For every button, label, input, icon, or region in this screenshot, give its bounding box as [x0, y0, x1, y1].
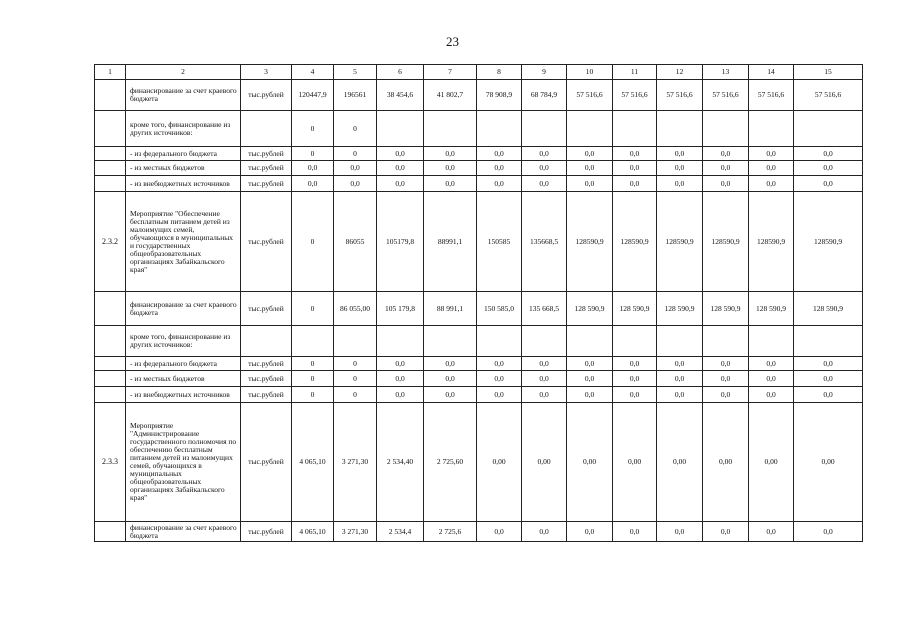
- value-cell: 0,0: [567, 147, 613, 161]
- row-number-cell: 2.3.2: [95, 192, 126, 292]
- value-cell: 0,00: [657, 403, 703, 522]
- row-number-cell: [95, 522, 126, 542]
- value-cell: 0,0: [749, 522, 794, 542]
- value-cell: 128 590,9: [567, 292, 613, 326]
- value-cell: 0,0: [477, 357, 522, 371]
- value-cell: 0,0: [613, 147, 657, 161]
- table-row: [95, 403, 863, 522]
- value-cell: 0,0: [749, 357, 794, 371]
- value-cell: 0: [292, 292, 334, 326]
- header-cell: 10: [567, 65, 613, 80]
- header-cell: 5: [334, 65, 377, 80]
- value-cell: 0,0: [292, 161, 334, 176]
- value-cell: 120447,9: [292, 80, 334, 111]
- header-cell: 4: [292, 65, 334, 80]
- value-cell: [703, 326, 749, 357]
- value-cell: 0,0: [794, 387, 863, 403]
- value-cell: 0,0: [657, 522, 703, 542]
- value-cell: 0,0: [424, 176, 477, 192]
- value-cell: 88 991,1: [424, 292, 477, 326]
- unit-cell: тыс.рублей: [241, 192, 292, 292]
- value-cell: 128590,9: [613, 192, 657, 292]
- table-row: [95, 176, 863, 192]
- unit-cell: тыс.рублей: [241, 292, 292, 326]
- value-cell: 0,0: [613, 387, 657, 403]
- unit-cell: тыс.рублей: [241, 161, 292, 176]
- header-cell: 2: [126, 65, 241, 80]
- table-row: [95, 111, 863, 147]
- value-cell: 0,0: [567, 161, 613, 176]
- value-cell: 57 516,6: [749, 80, 794, 111]
- value-cell: 0: [292, 371, 334, 387]
- value-cell: 57 516,6: [794, 80, 863, 111]
- value-cell: 0,0: [424, 387, 477, 403]
- page-number: 23: [446, 34, 459, 49]
- row-name-cell: - из федерального бюджета: [126, 357, 241, 371]
- value-cell: 0,00: [522, 403, 567, 522]
- value-cell: 3 271,30: [334, 522, 377, 542]
- unit-cell: тыс.рублей: [241, 522, 292, 542]
- table-row: [95, 161, 863, 176]
- row-number-cell: [95, 80, 126, 111]
- value-cell: [522, 326, 567, 357]
- value-cell: 86 055,00: [334, 292, 377, 326]
- value-cell: 57 516,6: [657, 80, 703, 111]
- value-cell: [749, 111, 794, 147]
- value-cell: 0: [292, 111, 334, 147]
- value-cell: 4 065,10: [292, 403, 334, 522]
- value-cell: 0,0: [522, 357, 567, 371]
- row-name-cell: Мероприятие "Обеспечение бесплатным питанием детей из малоимущих семей, обучающихся в муниципальных и государственных общеобразовательных организациях Забайкальского края": [126, 192, 241, 292]
- table-row: [95, 292, 863, 326]
- value-cell: 0,0: [424, 161, 477, 176]
- value-cell: 0,00: [794, 403, 863, 522]
- unit-cell: тыс.рублей: [241, 357, 292, 371]
- value-cell: 0,0: [703, 522, 749, 542]
- value-cell: 0: [292, 387, 334, 403]
- value-cell: 0,0: [657, 147, 703, 161]
- value-cell: 105 179,8: [377, 292, 424, 326]
- value-cell: 0,0: [657, 371, 703, 387]
- header-cell: 13: [703, 65, 749, 80]
- table-row: [95, 387, 863, 403]
- value-cell: 0,0: [477, 147, 522, 161]
- value-cell: 0,0: [522, 161, 567, 176]
- header-cell: 9: [522, 65, 567, 80]
- unit-cell: [241, 326, 292, 357]
- value-cell: 128590,9: [749, 192, 794, 292]
- value-cell: 0,0: [703, 357, 749, 371]
- value-cell: 0,0: [794, 522, 863, 542]
- value-cell: 0: [334, 111, 377, 147]
- value-cell: 0,0: [477, 371, 522, 387]
- value-cell: 0,0: [794, 161, 863, 176]
- value-cell: [424, 111, 477, 147]
- value-cell: [567, 326, 613, 357]
- value-cell: 0,0: [377, 357, 424, 371]
- value-cell: [567, 111, 613, 147]
- value-cell: 0,0: [377, 161, 424, 176]
- header-cell: 11: [613, 65, 657, 80]
- value-cell: 0: [292, 192, 334, 292]
- value-cell: 4 065,10: [292, 522, 334, 542]
- value-cell: 196561: [334, 80, 377, 111]
- value-cell: 0,0: [567, 357, 613, 371]
- value-cell: 68 784,9: [522, 80, 567, 111]
- value-cell: 150 585,0: [477, 292, 522, 326]
- row-name-cell: - из внебюджетных источников: [126, 176, 241, 192]
- value-cell: 88991,1: [424, 192, 477, 292]
- row-name-cell: - из местных бюджетов: [126, 371, 241, 387]
- value-cell: [377, 111, 424, 147]
- value-cell: 57 516,6: [703, 80, 749, 111]
- value-cell: 128 590,9: [794, 292, 863, 326]
- value-cell: 0,0: [703, 161, 749, 176]
- row-name-cell: финансирование за счет краевого бюджета: [126, 80, 241, 111]
- value-cell: 0,00: [613, 403, 657, 522]
- row-number-cell: [95, 326, 126, 357]
- table-row: [95, 80, 863, 111]
- unit-cell: тыс.рублей: [241, 387, 292, 403]
- value-cell: 0,0: [522, 147, 567, 161]
- value-cell: 128 590,9: [657, 292, 703, 326]
- value-cell: 2 534,4: [377, 522, 424, 542]
- value-cell: 0,0: [703, 371, 749, 387]
- value-cell: 0,0: [794, 147, 863, 161]
- table-row: [95, 522, 863, 542]
- value-cell: [794, 111, 863, 147]
- value-cell: 0,00: [477, 403, 522, 522]
- row-number-cell: [95, 147, 126, 161]
- value-cell: 0,0: [377, 176, 424, 192]
- value-cell: 0,0: [477, 161, 522, 176]
- row-number-cell: [95, 111, 126, 147]
- value-cell: 0: [334, 387, 377, 403]
- value-cell: 2 725,60: [424, 403, 477, 522]
- value-cell: 0: [292, 147, 334, 161]
- unit-cell: тыс.рублей: [241, 176, 292, 192]
- value-cell: 0,0: [749, 147, 794, 161]
- row-number-cell: [95, 371, 126, 387]
- value-cell: [657, 326, 703, 357]
- unit-cell: тыс.рублей: [241, 80, 292, 111]
- value-cell: 3 271,30: [334, 403, 377, 522]
- value-cell: [613, 326, 657, 357]
- value-cell: 2 725,6: [424, 522, 477, 542]
- budget-table: [94, 64, 863, 542]
- row-name-cell: кроме того, финансирование из других источников:: [126, 111, 241, 147]
- value-cell: 0,0: [567, 176, 613, 192]
- value-cell: 0,0: [613, 176, 657, 192]
- value-cell: 128590,9: [657, 192, 703, 292]
- value-cell: 128590,9: [567, 192, 613, 292]
- value-cell: 0,0: [522, 387, 567, 403]
- row-number-cell: [95, 387, 126, 403]
- value-cell: 0,00: [703, 403, 749, 522]
- value-cell: 0,0: [749, 387, 794, 403]
- value-cell: 0,0: [657, 161, 703, 176]
- value-cell: 0,0: [749, 161, 794, 176]
- value-cell: [377, 326, 424, 357]
- unit-cell: тыс.рублей: [241, 403, 292, 522]
- value-cell: 0,0: [567, 387, 613, 403]
- table-row: [95, 357, 863, 371]
- value-cell: 0,0: [424, 147, 477, 161]
- value-cell: 0,0: [794, 176, 863, 192]
- value-cell: [477, 326, 522, 357]
- value-cell: 0,0: [657, 387, 703, 403]
- value-cell: 0,0: [613, 371, 657, 387]
- row-number-cell: [95, 357, 126, 371]
- header-cell: 1: [95, 65, 126, 80]
- value-cell: 105179,8: [377, 192, 424, 292]
- unit-cell: тыс.рублей: [241, 371, 292, 387]
- value-cell: 128 590,9: [613, 292, 657, 326]
- table-row: [95, 147, 863, 161]
- value-cell: 2 534,40: [377, 403, 424, 522]
- unit-cell: тыс.рублей: [241, 147, 292, 161]
- value-cell: 0,0: [794, 357, 863, 371]
- value-cell: 0,0: [613, 522, 657, 542]
- value-cell: [657, 111, 703, 147]
- header-cell: 7: [424, 65, 477, 80]
- row-name-cell: - из местных бюджетов: [126, 161, 241, 176]
- row-number-cell: [95, 292, 126, 326]
- value-cell: 0,0: [377, 371, 424, 387]
- value-cell: 135668,5: [522, 192, 567, 292]
- value-cell: 0,0: [613, 161, 657, 176]
- header-cell: 6: [377, 65, 424, 80]
- value-cell: 0,0: [749, 176, 794, 192]
- value-cell: [703, 111, 749, 147]
- value-cell: 0,0: [292, 176, 334, 192]
- value-cell: 0: [334, 147, 377, 161]
- value-cell: [334, 326, 377, 357]
- value-cell: 0,0: [703, 387, 749, 403]
- value-cell: 0,0: [794, 371, 863, 387]
- value-cell: 78 908,9: [477, 80, 522, 111]
- value-cell: 0,0: [477, 387, 522, 403]
- value-cell: 0,0: [424, 371, 477, 387]
- value-cell: 57 516,6: [567, 80, 613, 111]
- header-cell: 14: [749, 65, 794, 80]
- value-cell: 0: [334, 371, 377, 387]
- value-cell: 0,0: [657, 176, 703, 192]
- value-cell: 0,0: [477, 522, 522, 542]
- value-cell: 0,0: [657, 357, 703, 371]
- unit-cell: [241, 111, 292, 147]
- value-cell: 128 590,9: [749, 292, 794, 326]
- value-cell: [794, 326, 863, 357]
- header-cell: 12: [657, 65, 703, 80]
- value-cell: [292, 326, 334, 357]
- row-number-cell: 2.3.3: [95, 403, 126, 522]
- table-row: [95, 371, 863, 387]
- row-number-cell: [95, 176, 126, 192]
- value-cell: 0,0: [522, 522, 567, 542]
- value-cell: 150585: [477, 192, 522, 292]
- value-cell: 0,0: [703, 147, 749, 161]
- value-cell: 0,0: [522, 371, 567, 387]
- value-cell: 86055: [334, 192, 377, 292]
- value-cell: 128 590,9: [703, 292, 749, 326]
- value-cell: 0,00: [567, 403, 613, 522]
- value-cell: [749, 326, 794, 357]
- value-cell: 0,00: [749, 403, 794, 522]
- value-cell: 135 668,5: [522, 292, 567, 326]
- header-cell: 8: [477, 65, 522, 80]
- row-name-cell: кроме того, финансирование из других источников:: [126, 326, 241, 357]
- value-cell: 0,0: [567, 522, 613, 542]
- header-cell: 3: [241, 65, 292, 80]
- row-name-cell: - из федерального бюджета: [126, 147, 241, 161]
- value-cell: 128590,9: [703, 192, 749, 292]
- value-cell: 0,0: [477, 176, 522, 192]
- value-cell: 0,0: [377, 147, 424, 161]
- row-name-cell: финансирование за счет краевого бюджета: [126, 522, 241, 542]
- value-cell: 41 802,7: [424, 80, 477, 111]
- header-cell: 15: [794, 65, 863, 80]
- row-number-cell: [95, 161, 126, 176]
- value-cell: 57 516,6: [613, 80, 657, 111]
- value-cell: 0: [292, 357, 334, 371]
- value-cell: [424, 326, 477, 357]
- value-cell: 0,0: [749, 371, 794, 387]
- row-name-cell: Мероприятие "Администрирование государственного полномочия по обеспечению бесплатным питанием детей из малоимущих семей, обучающихся в муниципальных общеобразовательных организациях Забайкальского края": [126, 403, 241, 522]
- value-cell: 0: [334, 357, 377, 371]
- header-row: [95, 65, 863, 80]
- table-row: [95, 192, 863, 292]
- value-cell: [477, 111, 522, 147]
- value-cell: [522, 111, 567, 147]
- value-cell: 0,0: [377, 387, 424, 403]
- value-cell: 0,0: [424, 357, 477, 371]
- value-cell: 0,0: [613, 357, 657, 371]
- value-cell: 38 454,6: [377, 80, 424, 111]
- row-name-cell: финансирование за счет краевого бюджета: [126, 292, 241, 326]
- table-row: [95, 326, 863, 357]
- value-cell: 0,0: [334, 161, 377, 176]
- row-name-cell: - из внебюджетных источников: [126, 387, 241, 403]
- value-cell: 0,0: [567, 371, 613, 387]
- value-cell: 0,0: [334, 176, 377, 192]
- value-cell: 0,0: [522, 176, 567, 192]
- value-cell: 128590,9: [794, 192, 863, 292]
- value-cell: [613, 111, 657, 147]
- value-cell: 0,0: [703, 176, 749, 192]
